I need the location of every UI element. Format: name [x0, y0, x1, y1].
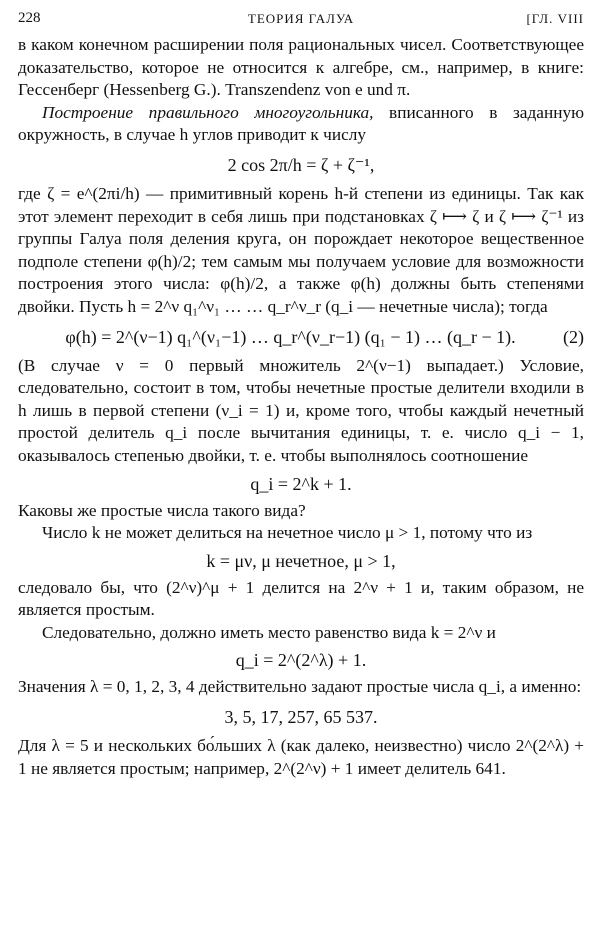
chapter-label: [ГЛ. VIII: [526, 11, 584, 26]
fermat-primes-list: 3, 5, 17, 257, 65 537.: [224, 707, 378, 728]
paragraph-k-divisibility: Число k не может делиться на нечетное число μ > 1, потому что из: [42, 523, 533, 543]
equation-number: (2): [563, 326, 584, 347]
equation-fermat: q_i = 2^(2^λ) + 1.: [235, 650, 367, 671]
paragraph-polygon: [18, 102, 584, 147]
equation-k: k = μν, μ нечетное, μ > 1,: [206, 550, 396, 571]
book-page: [18, 10, 584, 780]
polygon-text: вписанного в заданную окружность, в случае h углов приводит к числу: [18, 102, 584, 145]
paragraph-primitive-root: где ζ = e^(2πi/h) — примитивный корень h-й степени из единицы. Так как этот элемент переходит в себя лишь при подстановках ζ ⟼ ζ и ζ ⟼ ζ⁻¹ из группы Галуа поля деления круга, он порождает некоторое вещественное подполе степени φ(h)/2; тем самым мы получаем условие для возможности построения этого числа: φ(h)/2, а также φ(h) должны быть степенями двойки. Пусть h = 2^ν q₁^ν₁ … … q_r^ν_r (q_i — нечетные числа); тогда: [18, 183, 584, 316]
paragraph-not-prime: следовало бы, что (2^ν)^μ + 1 делится на 2^ν + 1 и, таким образом, не является простым.: [18, 577, 584, 620]
equation-cos: 2 cos 2π/h = ζ + ζ⁻¹,: [227, 154, 375, 175]
equation-2: [18, 325, 584, 349]
running-header: [18, 10, 584, 34]
paragraph-equality: Следовательно, должно иметь место равенство вида k = 2^ν и: [42, 622, 496, 642]
paragraph-641: Для λ = 5 и нескольких бо́льших λ (как далеко, неизвестно) число 2^(2^λ) + 1 не является простым; например, 2^(2^ν) + 1 имеет делитель 641.: [18, 736, 584, 778]
paragraph-lambda-values: Значения λ = 0, 1, 2, 3, 4 действительно задают простые числа q_i, а именно:: [18, 677, 582, 697]
equation-qi: q_i = 2^k + 1.: [250, 473, 352, 494]
paragraph-condition: (В случае ν = 0 первый множитель 2^(ν−1) выпадает.) Условие, следовательно, состоит в том, чтобы нечетные простые делители входили в h лишь в первой степени (ν_i = 1) и, кроме того, чтобы каждый нечетный простой делитель q_i после вычитания единицы, т. е. число q_i − 1, оказывалось степенью двойки, т. е. чтобы выполнялось соотношение: [18, 355, 584, 465]
page-number: 228: [18, 10, 41, 26]
polygon-heading: Построение правильного многоугольника,: [42, 102, 374, 122]
running-title: ТЕОРИЯ ГАЛУА: [247, 11, 355, 26]
paragraph-hessenberg: в каком конечном расширении поля рациональных чисел. Соответствующее доказательство, которое не относится к алгебре, см., например, в книге: Гессенберг (Hessenberg G.). Transzendenz von e und π.: [18, 35, 584, 100]
paragraph-question: Каковы же простые числа такого вида?: [18, 500, 306, 520]
equation-phi: φ(h) = 2^(ν−1) q₁^(ν₁−1) … q_r^(ν_r−1) (q₁ − 1) … (q_r − 1).: [65, 326, 516, 347]
